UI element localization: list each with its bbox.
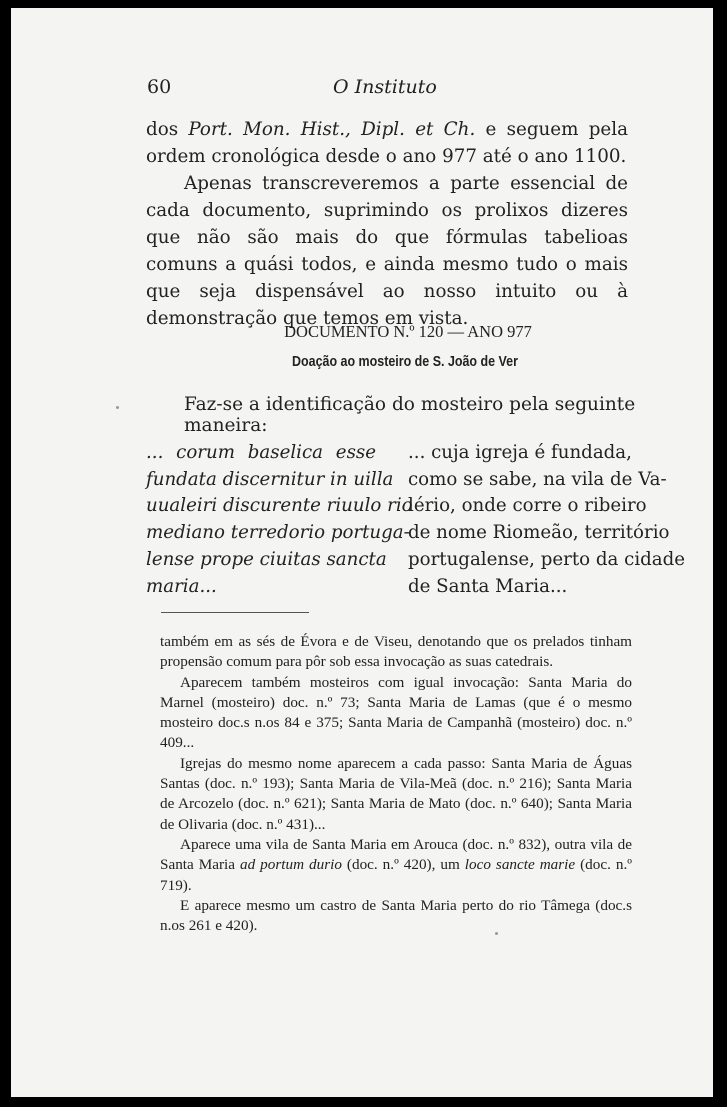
footnote: Aparecem também mosteiros com igual invocação: Santa Maria do Marnel (mosteiro) doc. n.º 73; Santa Maria de Lamas (que é o mesmo mosteiro doc.s n.os 84 e 375; Santa Maria de Campanhã (mosteiro) doc. n.º 409... bbox=[160, 673, 632, 752]
paragraph: Apenas transcreveremos a parte essencial de cada documento, suprimindo os prolixos dizeres que não são mais do que fórmulas tabelioas comuns a quási todos, e ainda mesmo tudo o mais que seja dispensável ao nosso intuito ou à demonstração que temos em vista. bbox=[146, 173, 628, 329]
paper-speck bbox=[495, 932, 498, 935]
latin-line: lense prope ciuitas sancta bbox=[146, 548, 387, 570]
latin-line: fundata discernitur in uilla bbox=[146, 468, 394, 490]
page-number: 60 bbox=[147, 76, 172, 98]
document-title: Doação ao mosteiro de S. João de Ver bbox=[292, 354, 518, 370]
latin-line: maria... bbox=[146, 575, 217, 597]
latin-column bbox=[146, 440, 413, 600]
paper-speck bbox=[116, 406, 119, 409]
latin-line: mediano terredorio portuga- bbox=[146, 522, 410, 544]
book-page bbox=[11, 8, 713, 1097]
footnote: Igrejas do mesmo nome aparecem a cada passo: Santa Maria de Águas Santas (doc. n.º 193); Santa Maria de Vila-Meã (doc. n.º 216); Santa Maria de Arcozelo (doc. n.º 621); Santa Maria de Mato (doc. n.º 640); Santa Maria de Olivaria (doc. n.º 431)... bbox=[160, 754, 632, 833]
intro-text bbox=[146, 116, 628, 332]
footnote-divider bbox=[161, 612, 309, 613]
latin-line: uualeiri discurente riuulo rio bbox=[146, 495, 413, 517]
source-citation: Port. Mon. Hist., Dipl. et Ch. bbox=[188, 119, 476, 140]
portuguese-line: de Santa Maria... bbox=[408, 575, 568, 597]
portuguese-column bbox=[408, 440, 686, 600]
parallel-text bbox=[146, 440, 686, 597]
footnote: também em as sés de Évora e de Viseu, denotando que os prelados tinham propensão comum para pôr sob essa invocação as suas catedrais. bbox=[160, 633, 632, 671]
latin-line: ... corum baselica esse bbox=[146, 442, 376, 463]
portuguese-line: portugalense, perto da cidade bbox=[408, 548, 686, 570]
document-heading: DOCUMENTO N.º 120 — ANO 977 bbox=[284, 322, 532, 341]
portuguese-line: ... cuja igreja é fundada, bbox=[408, 442, 632, 463]
portuguese-line: como se sabe, na vila de Va- bbox=[408, 468, 667, 490]
running-title: O Instituto bbox=[333, 76, 437, 98]
portuguese-line: lério, onde corre o ribeiro bbox=[408, 495, 647, 517]
footnotes bbox=[160, 632, 632, 936]
identification-line: Faz-se a identificação do mosteiro pela seguinte maneira: bbox=[184, 394, 636, 436]
paragraph: dos Port. Mon. Hist., Dipl. et Ch. e seguem pela ordem cronológica desde o ano 977 até o ano 1100. bbox=[146, 119, 629, 167]
page-header bbox=[11, 76, 713, 100]
footnote: E aparece mesmo um castro de Santa Maria perto do rio Tâmega (doc.s n.os 261 e 420). bbox=[160, 896, 632, 935]
portuguese-line: de nome Riomeão, território bbox=[408, 522, 670, 544]
footnote: Aparece uma vila de Santa Maria em Arouca (doc. n.º 832), outra vila de Santa Maria ad portum durio (doc. n.º 420), um loco sancte marie (doc. n.º 719). bbox=[160, 835, 632, 894]
